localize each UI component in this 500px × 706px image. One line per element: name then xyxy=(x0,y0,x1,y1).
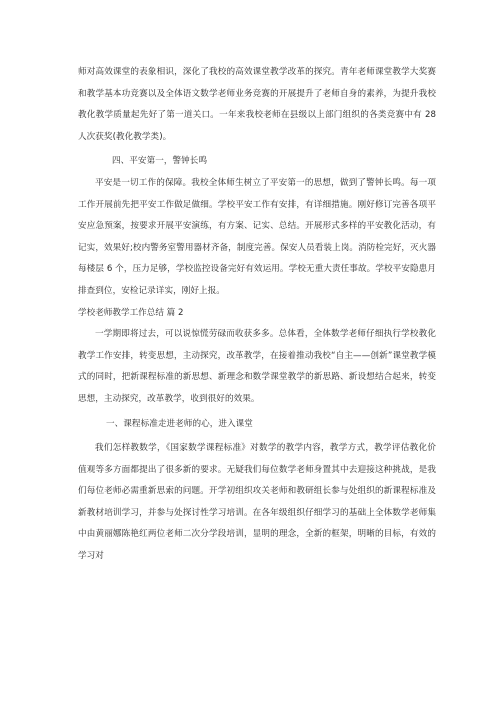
document-body xyxy=(78,62,436,568)
paragraph-intro-continued: 师对高效课堂的表象相识，深化了我校的高效课堂教学改革的探究。青年老师课堂教学大奖赛和教学基本功竞赛以及全体语文数学老师业务竞赛的开展提升了老师自身的素养，为提升我校教化教学质量起先好了第一道关口。一年来我校老师在县级以上部门组织的各类竞赛中有 28 人次获奖(教化教学类)。 xyxy=(78,67,436,142)
paragraph-curriculum: 我们怎样教数学，《国家数学课程标准》对数学的教学内容，教学方式，教学评估教化价值观等多方面都提出了很多新的要求。无疑我们每位数学老师身置其中去迎接这种挑战，是我们每位老师必需重新思索的问题。开学初组织攻关老师和教研组长参与处组织的新课程标准及新教材培训学习，并参与处探讨性学习培训。在各年级组织仔细学习的基础上全体数学老师集中由黄丽娜陈艳红两位老师二次分学段培训，显明的理念，全新的框架，明晰的目标，有效的学习对 xyxy=(78,443,436,562)
section-heading-curriculum: 一、课程标准走进老师的心，进入课堂 xyxy=(106,418,253,429)
section-heading-safety: 四、平安第一，警钟长鸣 xyxy=(112,156,208,167)
paragraph-semester-summary: 一学期即将过去，可以说惊慌劳碌而收获多多。总体看，全体数学老师仔细执行学校教化教学工作安排，转变思想，主动探究，改革教学，在接着推动我校“自主——创新”课堂教学模式的同时，把新课程标准的新思想、新理念和数学课堂教学的新思路、新设想结合起来，转变思想，主动探究，改革教学，收到很好的效果。 xyxy=(78,329,436,404)
paragraph-safety: 平安是一切工作的保障。我校全体师生树立了平安第一的思想，做到了警钟长鸣。每一项工作开展前先把平安工作做足做细。学校平安工作有安排，有详细措施。刚好修订完善各项平安应急预案，按要求开展平安演练，有方案、记实、总结。开展形式多样的平安教化活动，有记实，效果好;校内警务室警用器材齐备，制度完善。保安人员看装上岗。消防栓完好，灭火器每楼层 6 个，压力足够，学校监控设备完好有效运用。学校无重大责任事故。学校平安隐患月排查到位，安检记录详实，刚好上报。 xyxy=(78,177,436,296)
document-title-part-2: 学校老师教学工作总结 篇 2 xyxy=(78,307,184,318)
